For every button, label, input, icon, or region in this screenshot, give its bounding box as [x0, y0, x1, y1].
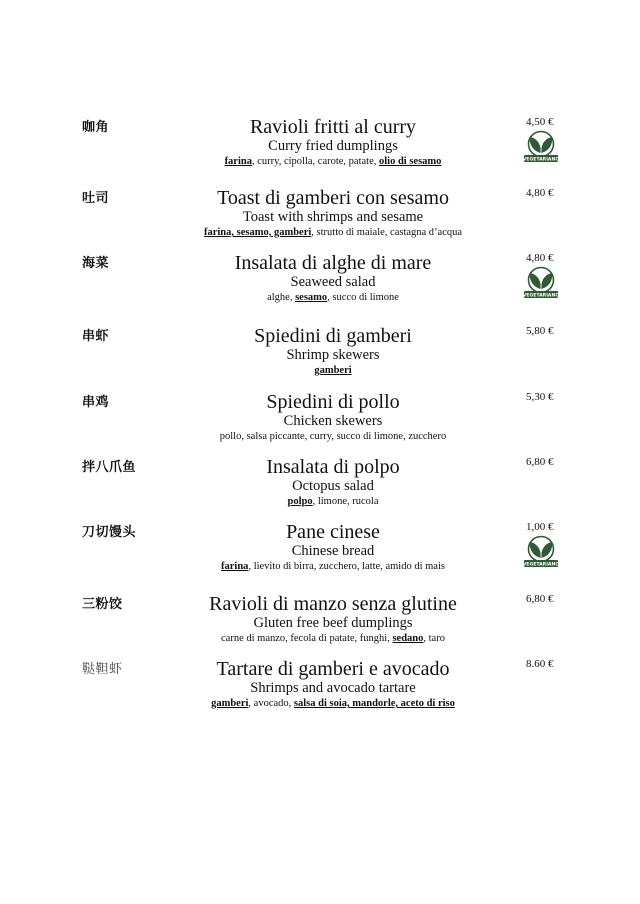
menu-item — [0, 593, 640, 653]
allergen-ingredient: gamberi — [211, 698, 249, 709]
dish-description — [160, 658, 506, 711]
allergen-ingredient: sesamo — [295, 292, 328, 303]
italian-name: Insalata di alghe di mare — [234, 252, 432, 274]
ingredient-text: , limone, rucola — [312, 496, 379, 507]
chinese-name: 鞑靼虾 — [82, 662, 123, 677]
english-name: Shrimps and avocado tartare — [250, 680, 416, 696]
dish-description — [160, 187, 506, 240]
chinese-name: 吐司 — [82, 191, 110, 206]
english-name: Gluten free beef dumplings — [253, 615, 413, 631]
dish-description — [160, 391, 506, 444]
english-name: Chinese bread — [291, 543, 375, 559]
menu-item — [0, 456, 640, 516]
vegetarian-badge-text: VEGETARIANO — [522, 293, 560, 299]
italian-name: Spiedini di pollo — [266, 391, 400, 413]
ingredient-text: alghe, — [267, 292, 296, 303]
price: 4,80 € — [526, 187, 554, 199]
allergen-ingredient: farina, sesamo, gamberi — [203, 227, 312, 238]
price: 5,30 € — [526, 391, 554, 403]
italian-name: Insalata di polpo — [266, 456, 400, 478]
ingredient-text: , succo di limone — [327, 292, 399, 303]
dish-description — [160, 593, 506, 646]
dish-description — [160, 252, 506, 305]
allergen-ingredient: polpo — [287, 496, 313, 507]
chinese-name: 拌八爪鱼 — [82, 460, 137, 475]
menu-item — [0, 252, 640, 312]
vegetarian-leaf-icon — [522, 130, 560, 164]
menu-item — [0, 325, 640, 385]
english-name: Seaweed salad — [290, 274, 376, 290]
allergen-ingredient: salsa di soia, mandorle, aceto di riso — [293, 698, 455, 709]
english-name: Octopus salad — [292, 478, 374, 494]
italian-name: Tartare di gamberi e avocado — [216, 658, 450, 680]
price: 1,00 € — [526, 521, 554, 533]
menu-item — [0, 658, 640, 718]
menu-item — [0, 391, 640, 451]
english-name: Shrimp skewers — [286, 347, 380, 363]
ingredient-text: pollo, salsa piccante, curry, succo di limone, zucchero — [219, 431, 447, 442]
ingredient-text: carne di manzo, fecola di patate, funghi, — [221, 633, 393, 644]
allergen-ingredient: olio di sesamo — [379, 156, 442, 167]
italian-name: Ravioli fritti al curry — [249, 116, 417, 138]
price: 6,80 € — [526, 456, 554, 468]
ingredients — [160, 632, 506, 646]
price: 8.60 € — [526, 658, 554, 670]
english-name: Chicken skewers — [283, 413, 383, 429]
ingredients — [160, 495, 506, 509]
chinese-name: 三粉饺 — [82, 597, 123, 612]
chinese-name: 串虾 — [82, 329, 110, 344]
dish-description — [160, 116, 506, 169]
vegetarian-badge-text: VEGETARIANO — [522, 157, 560, 163]
italian-name: Pane cinese — [286, 521, 380, 543]
ingredient-text: , curry, cipolla, carote, patate, — [251, 156, 379, 167]
ingredients — [160, 430, 506, 444]
chinese-name: 海菜 — [82, 256, 110, 271]
allergen-ingredient: gamberi — [314, 365, 352, 376]
vegetarian-leaf-icon — [522, 266, 560, 300]
allergen-ingredient: sedano — [392, 633, 424, 644]
ingredients — [160, 697, 506, 711]
italian-name: Ravioli di manzo senza glutine — [209, 593, 457, 615]
menu-item — [0, 521, 640, 581]
ingredient-text: , taro — [423, 633, 445, 644]
price: 4,50 € — [526, 116, 554, 128]
price: 4,80 € — [526, 252, 554, 264]
italian-name: Spiedini di gamberi — [254, 325, 412, 347]
ingredients — [160, 364, 506, 378]
ingredients — [160, 155, 506, 169]
italian-name: Toast di gamberi con sesamo — [217, 187, 449, 209]
ingredients — [160, 226, 506, 240]
allergen-ingredient: farina — [221, 561, 249, 572]
allergen-ingredient: farina — [224, 156, 252, 167]
price: 5,80 € — [526, 325, 554, 337]
ingredient-text: , lievito di birra, zucchero, latte, amido di mais — [248, 561, 445, 572]
vegetarian-leaf-icon — [522, 535, 560, 569]
ingredients — [160, 291, 506, 305]
price: 6,80 € — [526, 593, 554, 605]
vegetarian-badge-text: VEGETARIANO — [522, 562, 560, 568]
dish-description — [160, 456, 506, 509]
chinese-name: 刀切馒头 — [82, 525, 137, 540]
dish-description — [160, 521, 506, 574]
ingredients — [160, 560, 506, 574]
chinese-name: 串鸡 — [82, 395, 110, 410]
english-name: Curry fried dumplings — [268, 138, 398, 154]
menu-item — [0, 116, 640, 176]
ingredient-text: , strutto di maiale, castagna d’acqua — [311, 227, 463, 238]
chinese-name: 咖角 — [82, 120, 110, 135]
dish-description — [160, 325, 506, 378]
ingredient-text: , avocado, — [248, 698, 294, 709]
english-name: Toast with shrimps and sesame — [242, 209, 424, 225]
menu-item — [0, 187, 640, 247]
